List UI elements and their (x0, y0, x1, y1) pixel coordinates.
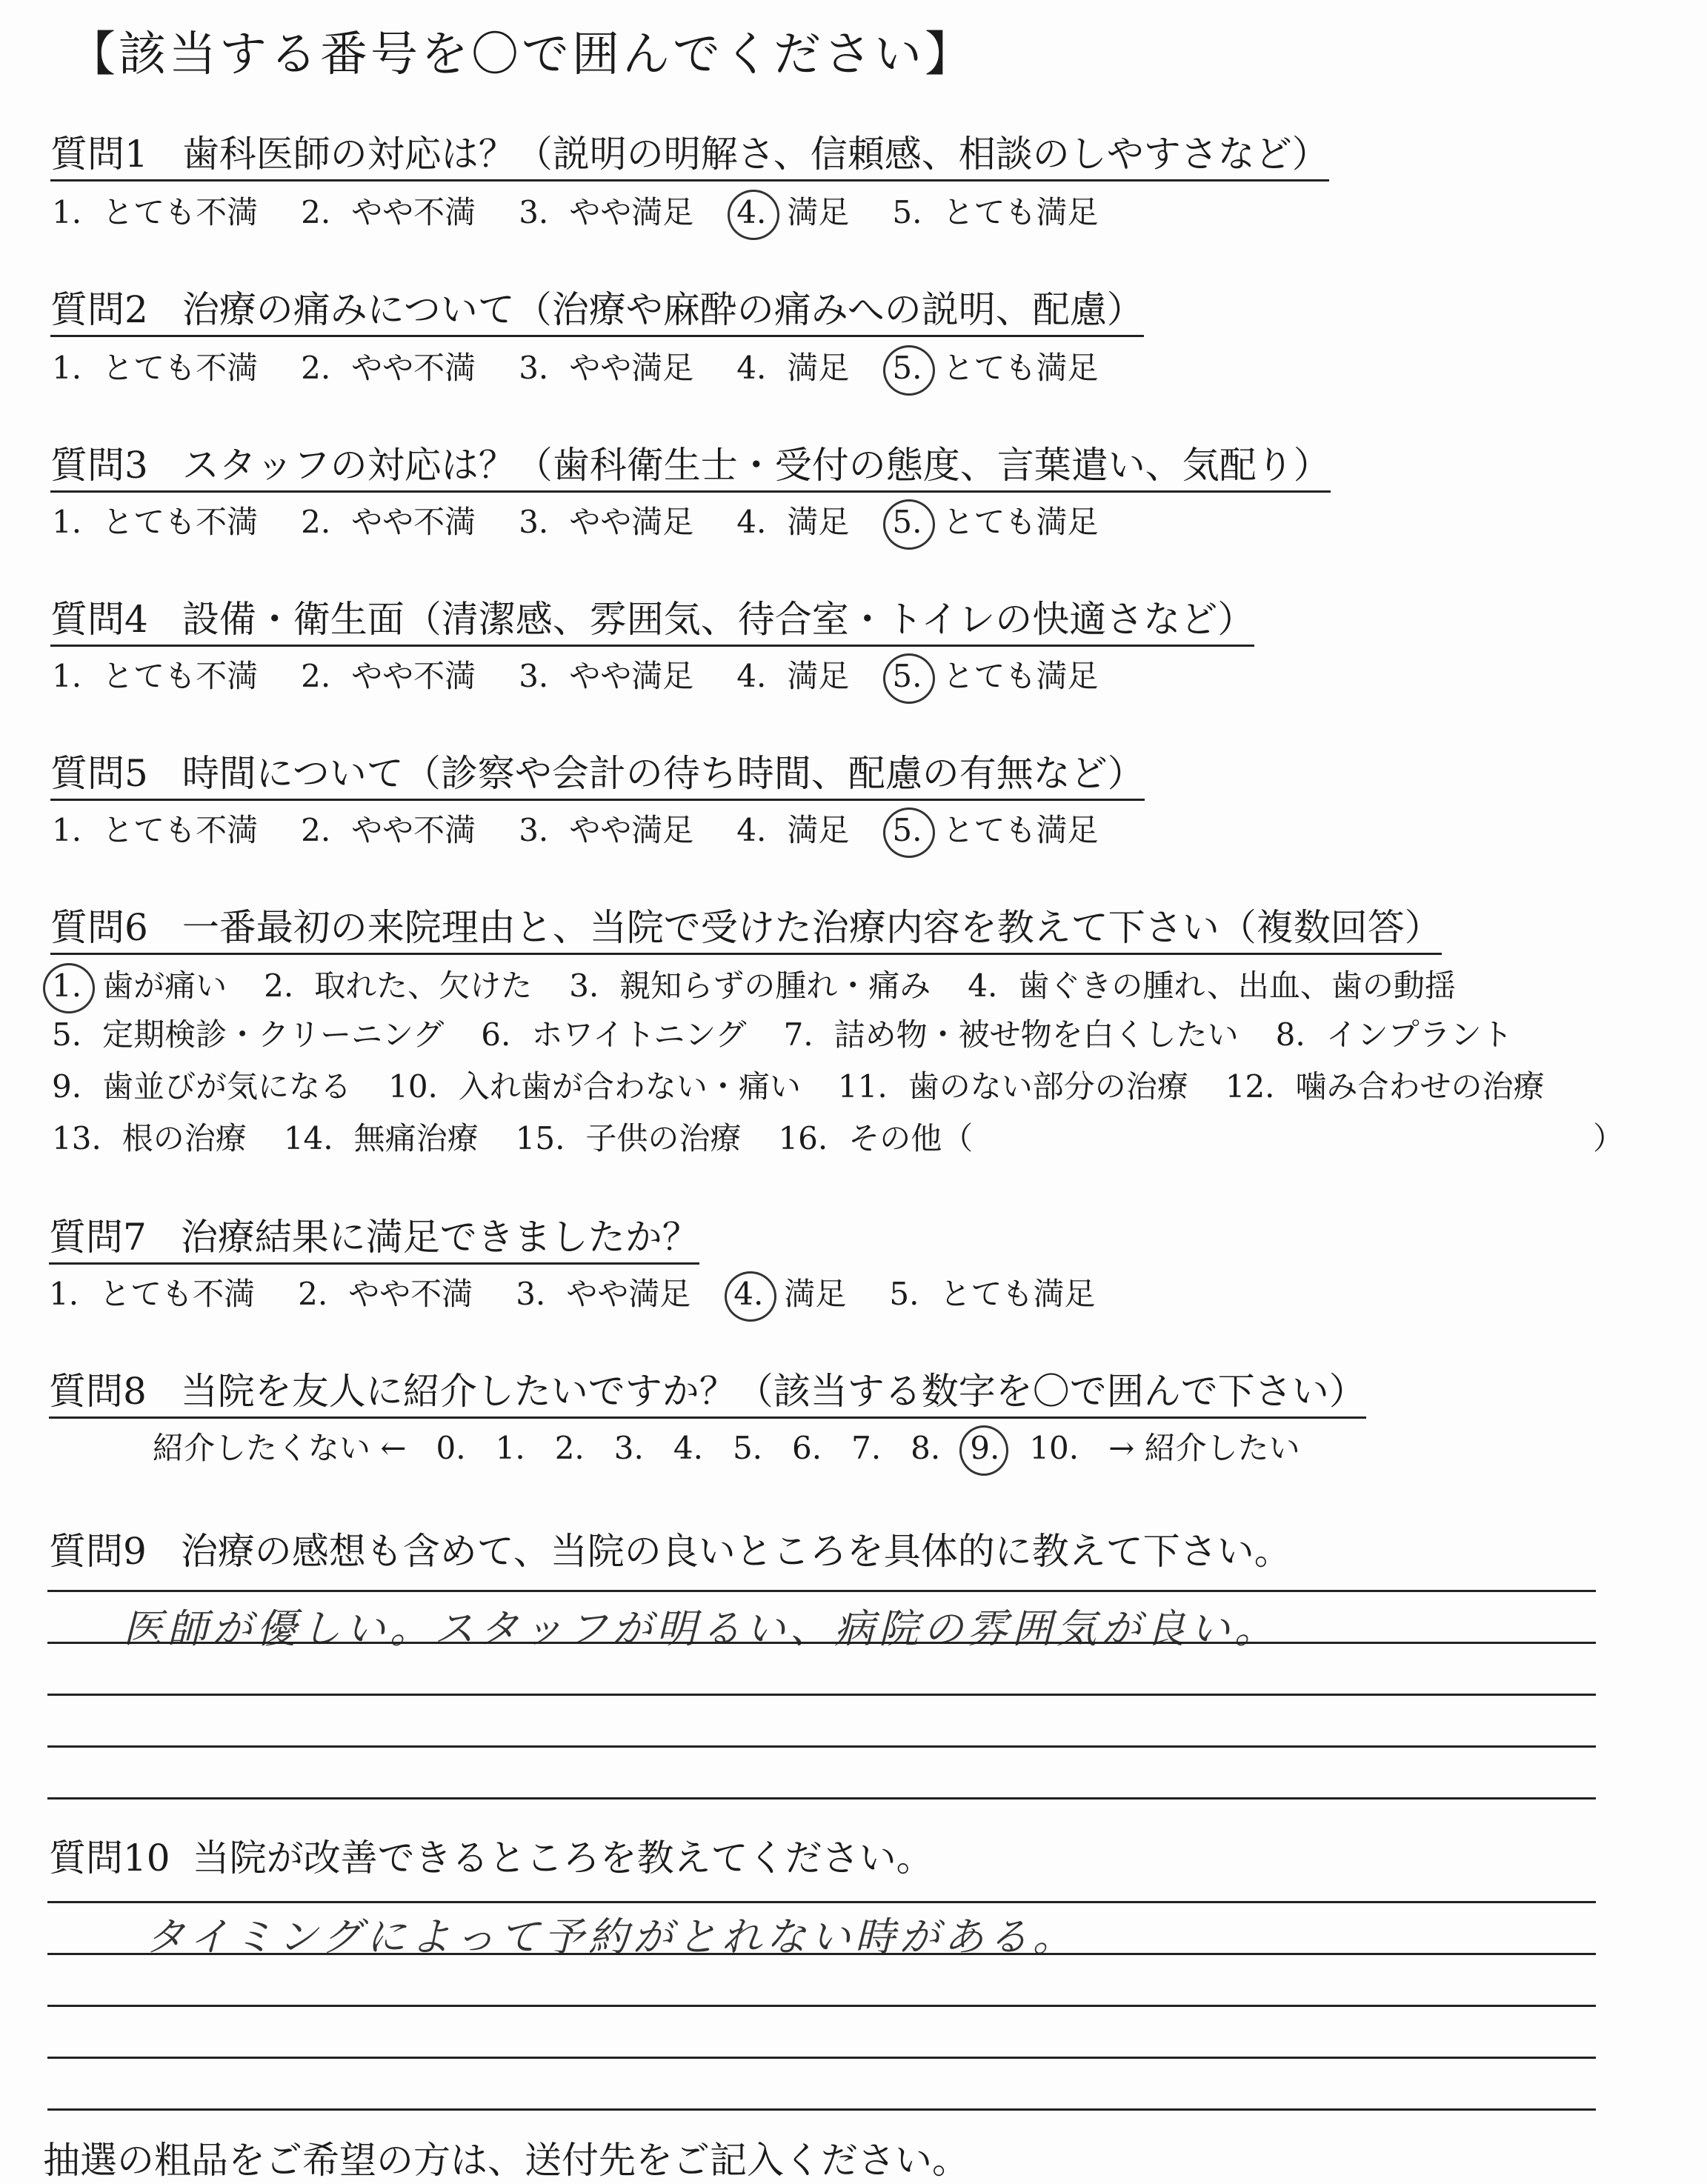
q1-option-5[interactable]: 5. とても満足 (892, 194, 1099, 230)
q4-option-4[interactable]: 4. 満足 (736, 658, 850, 694)
question-2-title (50, 287, 1144, 337)
q1-option-4[interactable]: 4. 満足 (736, 194, 850, 230)
q4-option-5[interactable]: 5. とても満足 (892, 658, 1099, 694)
question-5-text: 時間について（診察や会計の待ち時間、配慮の有無など） (182, 752, 1145, 795)
q9-writing-line-2 (47, 1642, 1596, 1644)
q6-option-14[interactable]: 14. 無痛治療 (283, 1120, 479, 1156)
question-4-title (50, 597, 1254, 647)
q6-option-11[interactable]: 11. 歯のない部分の治療 (837, 1068, 1188, 1105)
question-1-options (52, 194, 1141, 231)
question-8-text: 当院を友人に紹介したいですか？（該当する数字を〇で囲んで下さい） (180, 1370, 1366, 1413)
question-7-options (49, 1276, 1138, 1313)
q7-option-2[interactable]: 2. やや不満 (298, 1276, 473, 1312)
q1-option-2[interactable]: 2. やや不満 (301, 194, 476, 230)
question-5-options (52, 812, 1141, 849)
q8-option-1[interactable]: 1. (495, 1430, 525, 1466)
q5-option-5[interactable]: 5. とても満足 (892, 812, 1099, 848)
footer-partial-text: 抽選の粗品をご希望の方は、送付先をご記入ください。 (43, 2139, 969, 2182)
q6-option-4[interactable]: 4. 歯ぐきの腫れ、出血、歯の動揺 (968, 968, 1456, 1004)
q7-option-4[interactable]: 4. 満足 (733, 1276, 847, 1312)
question-10-number: 質問10 (49, 1837, 170, 1880)
q5-option-4[interactable]: 4. 満足 (736, 812, 850, 848)
q6-option-7[interactable]: 7. 詰め物・被せ物を白くしたい (783, 1016, 1239, 1053)
q4-option-2[interactable]: 2. やや不満 (301, 658, 476, 694)
question-7-number: 質問7 (49, 1216, 147, 1259)
question-6-options-row-3 (52, 1068, 1582, 1105)
q8-option-9[interactable]: 9. (970, 1430, 1000, 1466)
q6-option-6[interactable]: 6. ホワイトニング (481, 1016, 747, 1053)
question-6-title (50, 905, 1442, 955)
question-3-title (50, 443, 1331, 493)
q10-writing-line-4 (47, 2057, 1596, 2059)
q8-left-label: 紹介したくない ← (153, 1430, 407, 1466)
q8-option-10[interactable]: 10. (1029, 1430, 1079, 1466)
q8-option-2[interactable]: 2. (554, 1430, 585, 1466)
question-6-options-row-1 (52, 968, 1493, 1005)
question-3-text: スタッフの対応は？（歯科衛生士・受付の態度、言葉遣い、気配り） (182, 444, 1331, 487)
question-6-text: 一番最初の来院理由と、当院で受けた治療内容を教えて下さい（複数回答） (182, 906, 1442, 949)
q9-writing-line-1 (47, 1590, 1596, 1592)
q7-option-3[interactable]: 3. やや満足 (516, 1276, 691, 1312)
question-10-text: 当院が改善できるところを教えてください。 (192, 1837, 934, 1880)
q6-other-close-paren: ） (1593, 1120, 1625, 1156)
question-5-number: 質問5 (50, 752, 148, 795)
q8-option-0[interactable]: 0. (436, 1430, 466, 1466)
question-6-options-row-4 (52, 1120, 1010, 1157)
q9-writing-line-3 (47, 1694, 1596, 1696)
q2-option-4[interactable]: 4. 満足 (736, 350, 850, 386)
question-5-title (50, 751, 1145, 801)
q2-option-3[interactable]: 3. やや満足 (519, 350, 694, 386)
page-heading: 【該当する番号を〇で囲んでください】 (68, 27, 975, 82)
question-3-options (52, 504, 1141, 541)
q10-writing-line-5 (47, 2108, 1596, 2111)
q10-writing-line-2 (47, 1953, 1596, 1955)
q6-option-8[interactable]: 8. インプラント (1275, 1016, 1513, 1053)
question-9-number: 質問9 (49, 1530, 147, 1573)
question-8-title (49, 1369, 1366, 1419)
question-6-number: 質問6 (50, 906, 148, 949)
q6-option-15[interactable]: 15. 子供の治療 (515, 1120, 742, 1156)
question-8-scale-row (153, 1430, 1330, 1467)
q9-handwritten-answer: 医師が優しい。スタッフが明るい、病院の雰囲気が良い。 (123, 1605, 1279, 1652)
q6-option-1[interactable]: 1. 歯が痛い (52, 968, 227, 1004)
q6-option-2[interactable]: 2. 取れた、欠けた (264, 968, 533, 1004)
q6-option-3[interactable]: 3. 親知らずの腫れ・痛み (569, 968, 931, 1004)
q7-option-5[interactable]: 5. とても満足 (889, 1276, 1096, 1312)
q5-option-1[interactable]: 1. とても不満 (52, 812, 259, 848)
q8-option-8[interactable]: 8. (911, 1430, 941, 1466)
question-4-text: 設備・衛生面（清潔感、雰囲気、待合室・トイレの快適さなど） (182, 598, 1255, 641)
q8-option-4[interactable]: 4. (673, 1430, 703, 1466)
question-7-title (49, 1215, 699, 1265)
question-4-number: 質問4 (50, 598, 148, 641)
q7-option-1[interactable]: 1. とても不満 (49, 1276, 256, 1312)
q6-option-5[interactable]: 5. 定期検診・クリーニング (52, 1016, 445, 1053)
question-3-number: 質問3 (50, 444, 148, 487)
q3-option-5[interactable]: 5. とても満足 (892, 504, 1099, 540)
q5-option-2[interactable]: 2. やや不満 (301, 812, 476, 848)
q8-right-label: → 紹介したい (1108, 1430, 1300, 1466)
q6-option-16[interactable]: 16. その他（ (778, 1120, 974, 1156)
question-1-text: 歯科医師の対応は？（説明の明解さ、信頼感、相談のしやすさなど） (182, 133, 1329, 176)
q9-writing-line-4 (47, 1745, 1596, 1748)
question-8-number: 質問8 (49, 1370, 147, 1413)
question-2-text: 治療の痛みについて（治療や麻酔の痛みへの説明、配慮） (182, 288, 1144, 331)
q4-option-1[interactable]: 1. とても不満 (52, 658, 259, 694)
question-7-text: 治療結果に満足できましたか？ (180, 1216, 699, 1259)
question-10-title (49, 1836, 934, 1883)
question-2-number: 質問2 (50, 288, 148, 331)
q6-option-12[interactable]: 12. 噛み合わせの治療 (1225, 1068, 1545, 1105)
q8-option-6[interactable]: 6. (792, 1430, 822, 1466)
question-4-options (52, 658, 1141, 695)
q6-option-10[interactable]: 10. 入れ歯が合わない・痛い (388, 1068, 801, 1105)
q3-option-2[interactable]: 2. やや不満 (301, 504, 476, 540)
q10-handwritten-answer: タイミングによって予約がとれない時がある。 (145, 1914, 1077, 1960)
question-1-number: 質問1 (50, 133, 148, 176)
question-2-options (52, 350, 1141, 387)
q5-option-3[interactable]: 3. やや満足 (519, 812, 694, 848)
question-1-title (50, 132, 1329, 182)
q9-writing-line-5 (47, 1797, 1596, 1800)
question-9-text: 治療の感想も含めて、当院の良いところを具体的に教えて下さい。 (180, 1530, 1291, 1573)
q6-option-9[interactable]: 9. 歯並びが気になる (52, 1068, 352, 1105)
q2-option-5[interactable]: 5. とても満足 (892, 350, 1099, 386)
question-9-title (49, 1529, 1291, 1577)
question-6-options-row-2 (52, 1016, 1550, 1053)
q3-option-3[interactable]: 3. やや満足 (519, 504, 694, 540)
q8-option-5[interactable]: 5. (732, 1430, 763, 1466)
q1-option-1[interactable]: 1. とても不満 (52, 194, 259, 230)
q6-option-13[interactable]: 13. 根の治療 (52, 1120, 247, 1156)
q8-option-3[interactable]: 3. (613, 1430, 644, 1466)
q3-option-1[interactable]: 1. とても不満 (52, 504, 259, 540)
q4-option-3[interactable]: 3. やや満足 (519, 658, 694, 694)
q1-option-3[interactable]: 3. やや満足 (519, 194, 694, 230)
q10-writing-line-3 (47, 2005, 1596, 2007)
q10-writing-line-1 (47, 1901, 1596, 1903)
q2-option-2[interactable]: 2. やや不満 (301, 350, 476, 386)
q2-option-1[interactable]: 1. とても不満 (52, 350, 259, 386)
q3-option-4[interactable]: 4. 満足 (736, 504, 850, 540)
q8-option-7[interactable]: 7. (851, 1430, 882, 1466)
